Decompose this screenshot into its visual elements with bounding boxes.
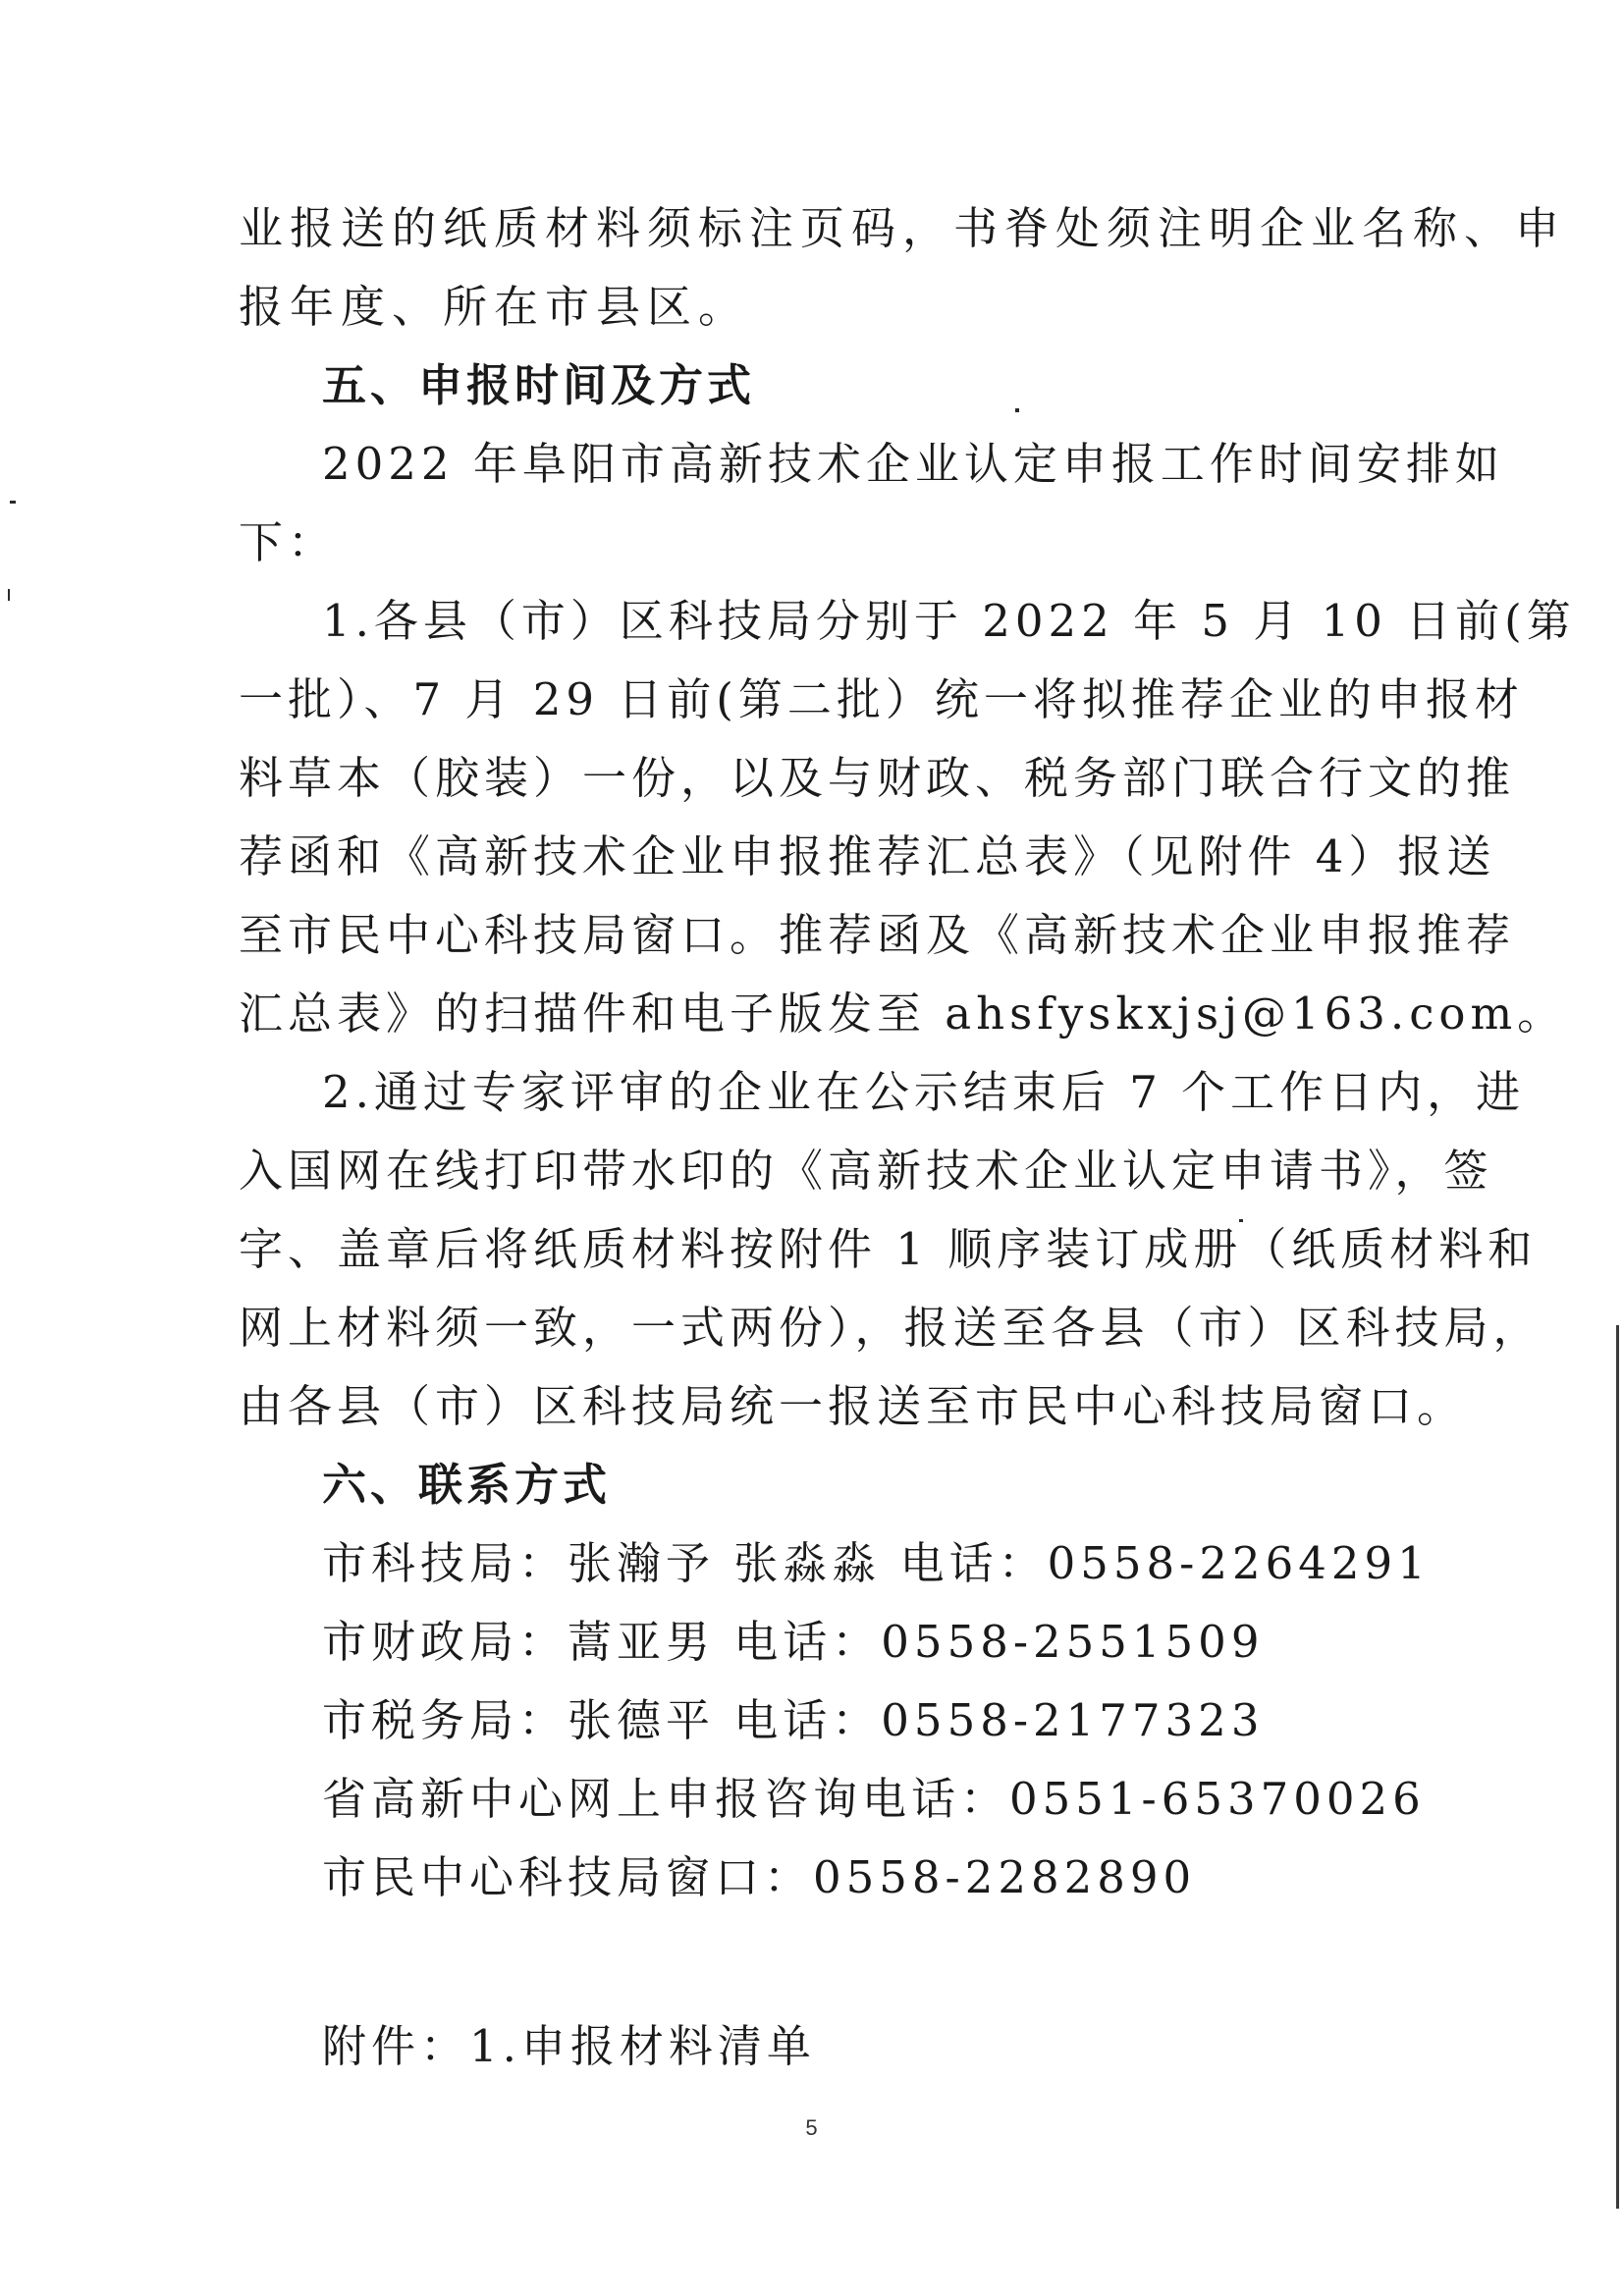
scan-mark bbox=[8, 589, 10, 601]
paragraph-line: 至市民中心科技局窗口。推荐函及《高新技术企业申报推荐 bbox=[239, 909, 1516, 961]
paragraph-line: 2022 年阜阳市高新技术企业认定申报工作时间安排如 bbox=[322, 438, 1504, 490]
paragraph-line: 荐函和《高新技术企业申报推荐汇总表》（见附件 4）报送 bbox=[239, 830, 1496, 882]
paragraph-line: 汇总表》的扫描件和电子版发至 ahsfyskxjsj@163.com。 bbox=[239, 988, 1567, 1040]
paragraph-line: 网上材料须一致，一式两份），报送至各县（市）区科技局， bbox=[239, 1302, 1542, 1354]
contact-line: 市民中心科技局窗口：0558-2282890 bbox=[322, 1851, 1197, 1903]
paragraph-line: 业报送的纸质材料须标注页码，书脊处须注明企业名称、申 bbox=[239, 202, 1567, 254]
attachment-line: 附件：1.申报材料清单 bbox=[322, 2020, 816, 2072]
page-number: 5 bbox=[805, 2115, 818, 2140]
paragraph-line: 由各县（市）区科技局统一报送至市民中心科技局窗口。 bbox=[239, 1380, 1467, 1432]
section-heading: 六、联系方式 bbox=[322, 1459, 612, 1511]
paragraph-line: 字、盖章后将纸质材料按附件 1 顺序装订成册（纸质材料和 bbox=[239, 1223, 1538, 1275]
scan-edge-line bbox=[1616, 1325, 1619, 2209]
section-heading: 五、申报时间及方式 bbox=[322, 359, 756, 411]
paragraph-line: 下： bbox=[239, 516, 338, 568]
paragraph-line: 一批）、7 月 29 日前(第二批）统一将拟推荐企业的申报材 bbox=[239, 673, 1524, 725]
contact-line: 市财政局：蒿亚男 电话：0558-2551509 bbox=[322, 1616, 1265, 1668]
contact-line: 省高新中心网上申报咨询电话：0551-65370026 bbox=[322, 1773, 1426, 1825]
contact-line: 市税务局：张德平 电话：0558-2177323 bbox=[322, 1694, 1265, 1746]
paragraph-line: 2.通过专家评审的企业在公示结束后 7 个工作日内，进 bbox=[322, 1066, 1526, 1118]
scan-mark bbox=[1239, 1219, 1243, 1222]
scan-mark bbox=[10, 501, 16, 504]
paragraph-line: 料草本（胶装）一份，以及与财政、税务部门联合行文的推 bbox=[239, 752, 1516, 804]
paragraph-line: 入国网在线打印带水印的《高新技术企业认定申请书》，签 bbox=[239, 1145, 1493, 1197]
paragraph-line: 1.各县（市）区科技局分别于 2022 年 5 月 10 日前(第 bbox=[322, 595, 1576, 647]
contact-line: 市科技局：张瀚予 张淼淼 电话：0558-2264291 bbox=[322, 1537, 1431, 1589]
paragraph-line: 报年度、所在市县区。 bbox=[239, 281, 750, 333]
scan-mark bbox=[1015, 408, 1019, 412]
